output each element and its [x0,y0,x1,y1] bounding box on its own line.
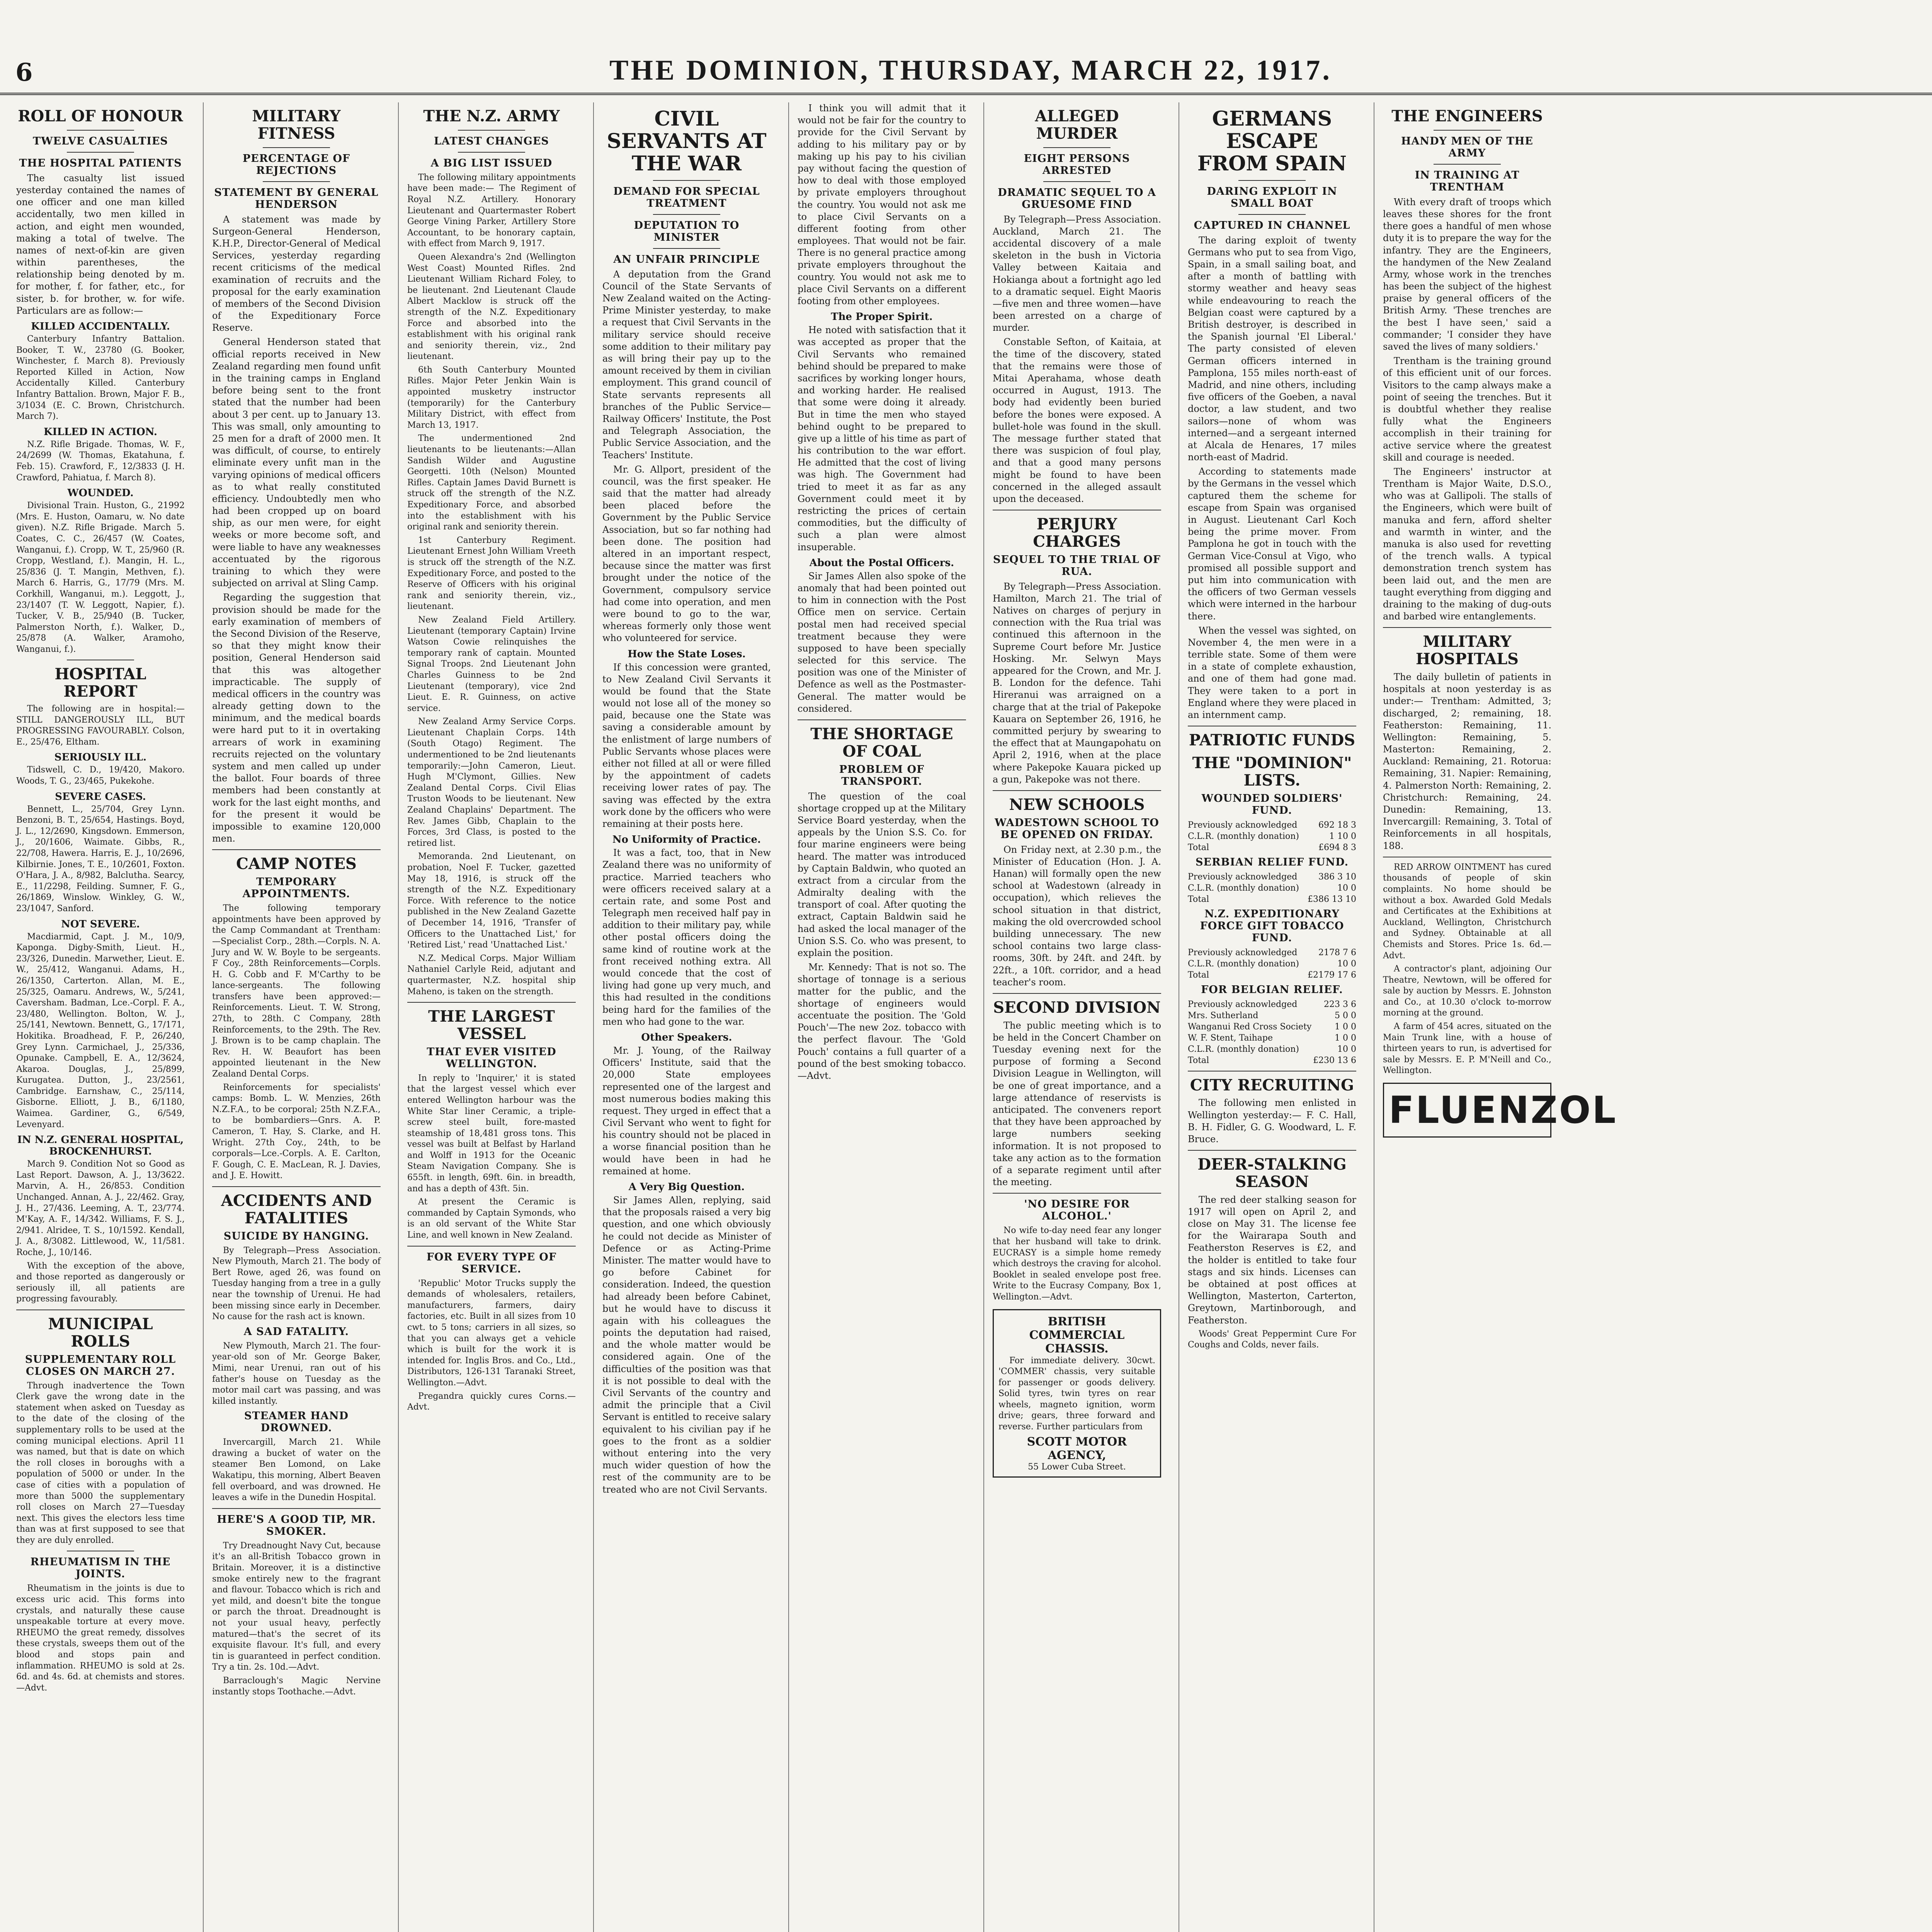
fund-row-label: Total [1188,970,1209,980]
fund-row-amount: £386 13 10 [1308,894,1356,904]
column-alleged-murder [983,102,1170,1932]
fund-row [1188,1055,1356,1066]
article-paragraph: Invercargill, March 21. While drawing a bucket of water on the steamer Ben Lomond, on Lake Wakatipu, this morning, Albert Beaven fell overboard, and was drowned. He leaves a wife in the Dunedin Hospital. [212,1437,381,1503]
advertiser-address: 55 Lower Cuba Street. [1028,1462,1126,1472]
fund-row [1188,883,1356,894]
article-paragraph: When the vessel was sighted, on November 4, the men were in a terrible state. Some of them were in a state of complete exhaustion, and one of them had gone mad. They were taken to a port in England where they were placed in an internment camp. [1188,625,1356,721]
article-paragraph: On Friday next, at 2.30 p.m., the Minister of Education (Hon. J. A. Hanan) will formally open the new school at Wadestown (already in occupation), which relieves the school situation in that district, making the old overcrowded school building unnecessary. The new school contains two large class-rooms, 30ft. by 24ft. and 24ft. by 22ft., a 10ft. corridor, and a head teacher's room. [993,844,1161,988]
newspaper-title: THE DOMINION, THURSDAY, MARCH 22, 1917. [609,54,1332,86]
section-label: SERIOUSLY ILL. [54,752,147,764]
advertisement-text: 'Republic' Motor Trucks supply the demands of wholesalers, retailers, manufacturers, farmers, dairy factories, etc. Built in all sizes from 10 cwt. to 5 tons; carriers in all sizes, so that you can always get a vehicle which is built for the work it is intended for. Inglis Bros. and Co., Ltd., Distributors, 126-131 Taranaki Street, Wellington.—Advt. [407,1278,576,1388]
article-paragraph: N.Z. Medical Corps. Major William Nathaniel Carlyle Reid, adjutant and quartermaster, N.Z. hospital ship Maheno, is taken on the strength. [407,953,576,997]
article-paragraph: N.Z. Rifle Brigade. Thomas, W. F., 24/2699 (W. Thomas, Ekatahuna, f. Feb. 15). Crawford, F., 12/3833 (J. H. Crawford, Pahiatua, f. March 8). [16,439,185,483]
divider [67,130,134,131]
subheadline: TWELVE CASUALTIES [33,135,168,147]
section-label: Other Speakers. [641,1031,732,1043]
article-paragraph: In reply to 'Inquirer,' it is stated that the largest vessel which ever entered Wellington harbour was the White Star liner Ceramic, a triple-screw steel built, fore-masted steamship of 18,481 gross tons. This vessel was built at Belfast by Harland and Wolff in 1913 for the Oceanic Steam Navigation Company. She is 655ft. in length, 69ft. 6in. in breadth, and has a depth of 43ft. 5in. [407,1073,576,1194]
headline: THE ENGINEERS [1391,107,1543,125]
article-paragraph: New Zealand Army Service Corps. Lieutenant Chaplain Corps. 14th (South Otago) Regiment. The undermentioned to be 2nd lieutenants temporarily:—John Cameron, Lieut. Hugh M'Clymont, Gillies. New Zealand Dental Corps. Civil Elias Truston Woods to be lieutenant. New Zealand Chaplains' Department. The Rev. James Gibb, Chaplain to the Forces, 3rd Class, is posted to the retired list. [407,717,576,848]
article-paragraph: Queen Alexandra's 2nd (Wellington West Coast) Mounted Rifles. 2nd Lieutenant William Richard Foley, to be lieutenant. 2nd Lieutenant Claude Albert Macklow is struck off the strength of the N.Z. Expeditionary Force and absorbed into the establishment with his original rank and seniority therein, viz., 2nd lieutenant. [407,252,576,362]
subheadline: HERE'S A GOOD TIP, MR. SMOKER. [217,1513,376,1537]
divider [263,147,330,148]
article-paragraph: Constable Sefton, of Kaitaia, at the time of the discovery, stated that the remains were those of Mitai Aperahama, whose death occurred in August, 1913. The body had evidently been buried before the bones were exposed. A bullet-hole was found in the skull. The message further stated that there was suspicion of foul play, and that a good many persons might be found to have been concerned in the alleged assault upon the deceased. [993,337,1161,504]
article-paragraph: New Zealand Field Artillery. Lieutenant (temporary Captain) Irvine Watson Cowie relinquishes the temporary rank of captain. Mounted Signal Troops. 2nd Lieutenant John Charles Guinness to be 2nd Lieutenant (temporary), vice 2nd Lieut. E. R. Guinness, on active service. [407,615,576,713]
divider [993,993,1161,994]
fund-row-label: W. F. Stent, Taihape [1188,1033,1273,1043]
fund-row-label: Total [1188,894,1209,904]
fluenzol-logo-text: FLUENZOL [1389,1088,1617,1132]
subheadline: CAPTURED IN CHANNEL [1194,219,1350,231]
fund-row-amount: 692 18 3 [1318,820,1356,830]
advertisement-text: Try Dreadnought Navy Cut, because it's an all-British Tobacco grown in Britain. Moreover, it is a distinctive smoke entirely new to the fragrant and flavour. Tobacco which is rich and yet mild, and doesn't bite the tongue or parch the throat. Dreadnought is not your usual heavy, perfectly matured—that's the secret of its exquisite flavour. It's full, and every tin is guaranteed in perfect condition. Try a tin. 2s. 10d.—Advt. [212,1541,381,1672]
article-paragraph: At present the Ceramic is commanded by Captain Symonds, who is an old servant of the White Star Line, and well known in New Zealand. [407,1197,576,1240]
headline: THE SHORTAGE OF COAL [810,725,953,760]
fund-row-amount: 10 0 [1337,1044,1356,1054]
divider [212,1186,381,1187]
subheadline: SUPPLEMENTARY ROLL CLOSES ON MARCH 27. [25,1353,176,1378]
article-paragraph: The Engineers' instructor at Trentham is Major Waite, D.S.O., who was at Gallipoli. The stalls of the Engineers, which were built of manuka and fern, afford shelter and warmth in winter, and the manuka is also used for revetting of the trench walls. A typical demonstration trench system has been laid out, and the men are taught everything from digging and draining to the making of dug-outs and barbed wire entanglements. [1383,466,1551,622]
fund-row-amount: 5 0 0 [1335,1010,1356,1020]
fund-row-amount: 10 0 [1337,959,1356,969]
fund-row-amount: 223 3 6 [1324,999,1356,1009]
section-label: KILLED ACCIDENTALLY. [31,321,170,333]
subheadline: SEQUEL TO THE TRIAL OF RUA. [993,553,1161,578]
subheadline: STEAMER HAND DROWNED. [244,1410,349,1434]
divider [407,1246,576,1247]
headline: ROLL OF HONOUR [18,107,183,125]
article-paragraph: Divisional Train. Huston, G., 21992 (Mrs. E. Huston, Oamaru, w. No date given). N.Z. Rifle Brigade. March 5. Coates, C. C., 26/457 (W. Coates, Wanganui, f.). Cropp, W. T., 25/960 (R. Cropp, Westland, f.). Mangin, H. L., 25/836 (J. T. Mangin, Methven, f.). March 6. Harris, G., 17/79 (Mrs. M. Corkhill, Wanganui, m.). Leggott, J., 23/1407 (T. W. Leggott, Napier, f.). Tucker, V. B., 25/940 (B. Tucker, Palmerston North, f.). Walker, D., 25/878 (A. Walker, Aramoho, Wanganui, f.). [16,501,185,654]
fund-row-label: Previously acknowledged [1188,999,1298,1009]
divider [212,1508,381,1509]
article-paragraph: With the exception of the above, and those reported as dangerously or seriously ill, all patients are progressing favourably. [16,1261,185,1304]
section-label: No Uniformity of Practice. [612,834,761,846]
fund-row [1188,842,1356,853]
article-paragraph: Mr. G. Allport, president of the council, was the first speaker. He said that the matter had already been placed before the Government by the Public Service Association, but so far nothing had been done. The position had altered in an important respect, because since the matter was first brought under the notice of the Government, compulsory service had come into operation, and men were bound to go to the war, whereas formerly only those went who volunteered for service. [602,464,771,644]
article-paragraph: 6th South Canterbury Mounted Rifles. Major Peter Jenkin Wain is appointed musketry instructor (temporarily) for the Canterbury Military District, with effect from March 13, 1917. [407,365,576,430]
subheadline: FOR BELGIAN RELIEF. [1201,983,1343,996]
article-paragraph: Canterbury Infantry Battalion. Booker, T. W., 23780 (G. Booker, Winchester, f. March 8). Previously Reported Killed in Action, Now Accidentally Killed. Canterbury Infantry Battalion. Brown, Major F. B., 3/1034 (E. C. Brown, Christchurch. March 7). [16,334,185,422]
advertisement-box [993,1309,1161,1478]
subheadline: FOR EVERY TYPE OF SERVICE. [426,1251,557,1275]
article-paragraph: The daring exploit of twenty Germans who put to sea from Vigo, Spain, in a small sailing boat, and after a month of battling with stormy weather and heavy seas while endeavouring to reach the Belgian coast were captured by a British destroyer, is described in the Spanish journal 'El Liberal.' The party consisted of eleven German officers interned in Pamplona, 155 miles north-east of Madrid, and nine others, including five officers of the Goeben, a naval doctor, a law student, and two sailors—none of whom was interned—and a sergeant interned at Alcala de Henares, 17 miles north-east of Madrid. [1188,235,1356,463]
headline: PATRIOTIC FUNDS [1189,731,1355,750]
fund-table [1188,947,1356,981]
subheadline: SERBIAN RELIEF FUND. [1195,856,1349,868]
advertisement-text: Woods' Great Peppermint Cure For Coughs and Colds, never fails. [1188,1329,1356,1350]
subheadline: DRAMATIC SEQUEL TO A GRUESOME FIND [998,186,1156,211]
divider [1188,1150,1356,1151]
headline: ACCIDENTS AND FATALITIES [221,1191,372,1227]
fund-row [1188,820,1356,831]
headline: DEER-STALKING SEASON [1197,1155,1347,1191]
fund-row [1188,1010,1356,1021]
headline: MILITARY FITNESS [252,107,341,143]
section-label: WOUNDED. [67,487,134,499]
fund-row-label: C.L.R. (monthly donation) [1188,1044,1299,1054]
article-paragraph: 1st Canterbury Regiment. Lieutenant Ernest John William Vreeth is struck off the strength of the N.Z. Expeditionary Force, and posted to the Reserve of Officers with his original rank and seniority therein, viz., lieutenant. [407,535,576,612]
advertisement-title: BRITISH COMMERCIAL CHASSIS. [1029,1315,1125,1355]
fund-row-label: C.L.R. (monthly donation) [1188,959,1299,969]
article-paragraph: The following are in hospital:— STILL DANGEROUSLY ILL, BUT PROGRESSING FAVOURABLY. Colson, E., 25/476, Eltham. [16,704,185,747]
headline: CITY RECRUITING [1190,1076,1354,1094]
divider [458,130,525,131]
page-number: 6 [15,58,33,87]
article-paragraph: A statement was made by Surgeon-General Henderson, K.H.P., Director-General of Medical Services, yesterday regarding recent criticisms of the medical examination of recruits and the proposal for the early examination of members of the Second Division of the Expeditionary Force Reserve. [212,214,381,333]
advertisement-text: Pregandra quickly cures Corns.—Advt. [407,1391,576,1412]
divider [798,719,966,720]
headline: MUNICIPAL ROLLS [48,1315,153,1350]
subheadline: EIGHT PERSONS ARRESTED [1024,152,1130,177]
section-label: About the Postal Officers. [809,557,954,569]
advertisement-text: For immediate delivery. 30cwt. 'COMMER' chassis, very suitable for passenger or goods delivery. Solid tyres, twin tyres on rear wheels, magneto ignition, worm drive; gears, three forward and reverse. Further particulars from [998,1355,1155,1432]
column-germans-escape [1179,102,1365,1932]
fund-row-label: Wanganui Red Cross Society [1188,1022,1312,1032]
subheadline: HANDY MEN OF THE ARMY [1401,135,1534,159]
article-paragraph: The public meeting which is to be held in the Concert Chamber on Tuesday evening next for the purpose of forming a Second Division League in Wellington, will be one of great importance, and a large attendance of reservists is anticipated. The conveners report that they have been approached by large numbers seeking information. It is not proposed to take any action as to the formation of a separate regiment until after the meeting. [993,1020,1161,1188]
section-label: KILLED IN ACTION. [44,426,157,438]
article-paragraph: The following military appointments have been made:— The Regiment of Royal N.Z. Artillery. Honorary Lieutenant and Quartermaster Robert George Vining Parker, Artillery Store Accountant, to be honorary captain, with effect from March 9, 1917. [407,172,576,249]
headline: THE LARGEST VESSEL [428,1007,555,1043]
divider [1238,180,1306,181]
subheadline: WADESTOWN SCHOOL TO BE OPENED ON FRIDAY. [995,816,1159,841]
advertisement-text: A contractor's plant, adjoining Our Theatre, Newtown, will be offered for sale by auction by Messrs. E. Johnston and Co., at 10.30 o'clock to-morrow morning at the ground. [1383,964,1551,1018]
subheadline: AN UNFAIR PRINCIPLE [613,253,760,265]
fund-row [1188,894,1356,905]
divider [1043,181,1111,182]
fund-row [1188,1032,1356,1044]
headline: MILITARY HOSPITALS [1416,633,1519,668]
fund-row-label: Previously acknowledged [1188,947,1298,957]
subheadline: WOUNDED SOLDIERS' FUND. [1201,792,1343,816]
section-label: A Very Big Question. [628,1181,745,1193]
headline: ALLEGED MURDER [1035,107,1119,143]
subheadline: STATEMENT BY GENERAL HENDERSON [214,186,379,211]
fluenzol-advertisement [1383,1083,1617,1138]
fund-row-label: C.L.R. (monthly donation) [1188,831,1299,841]
divider [1043,147,1111,148]
fund-row-amount: 2178 7 6 [1318,947,1356,957]
column-roll-of-honour [8,102,193,1932]
advertisement-text: No wife to-day need fear any longer that her husband will take to drink. EUCRASY is a simple home remedy which destroys the craving for alcohol. Booklet in sealed envelope post free. Write to the Eucrasy Company, Box 1, Wellington.—Advt. [993,1226,1161,1302]
subheadline: THAT EVER VISITED WELLINGTON. [427,1046,556,1070]
subheadline: DARING EXPLOIT IN SMALL BOAT [1207,185,1337,209]
advertiser-name: SCOTT MOTOR AGENCY, [1027,1435,1127,1462]
fund-row-amount: £230 13 6 [1313,1055,1356,1065]
advertisement-text: Barraclough's Magic Nervine instantly stops Toothache.—Advt. [212,1675,381,1697]
section-label: The Proper Spirit. [831,311,933,323]
article-paragraph: The undermentioned 2nd lieutenants to be lieutenants:—Allan Sandish Wilder and Augustine Georgetti. 10th (Nelson) Mounted Rifles. Captain James David Burnett is struck off the strength of the N.Z. Expeditionary Force, and absorbed into the establishment with his original rank and seniority therein. [407,434,576,532]
divider [1434,164,1501,165]
advertisement-text: A farm of 454 acres, situated on the Main Trunk line, with a house of thirteen years to run, is advertised for sale by Messrs. E. P. M'Neill and Co., Wellington. [1383,1022,1551,1076]
article-paragraph: With every draft of troops which leaves these shores for the front there goes a handful of men whose duty it is to prepare the way for the infantry. They are the Engineers, the handymen of the New Zealand Army, whose work in the trenches has been the subject of the highest praise by general officers of the British Army. 'These trenches are the best I have seen,' said a commander; 'I consider they have saved the lives of many soldiers.' [1383,196,1551,352]
article-paragraph: Reinforcements for specialists' camps: Bomb. L. W. Menzies, 26th N.Z.F.A., to be corporal; 25th N.Z.F.A., to be bombardiers—Gnrs. A. P. Cameron, T. Hay, S. Clarke, and H. Wright. 27th Coy., 24th, to be corporals—Lce.-Corpls. A. E. Carlton, F. Gough, C. E. MacLean, R. J. Davies, and J. E. Howitt. [212,1082,381,1181]
fund-row-label: Previously acknowledged [1188,872,1298,882]
article-paragraph: Through inadvertence the Town Clerk gave the wrong date in the statement when asked on Tuesday as to the date of the closing of the supplementary rolls to be used at the coming municipal elections. April 11 was named, but that is date on which the roll closes in boroughs with a population of 5000 or under. In the case of cities with a population of more than 5000 the supplementary roll closes on March 27—Tuesday next. This gives the electors less time than was at first supposed to see that they are duly enrolled. [16,1381,185,1545]
article-paragraph: March 9. Condition Not so Good as Last Report. Dawson, A. J., 13/3622. Marvin, A. H., 26/853. Condition Unchanged. Annan, A. J., 22/462. Gray, J. H., 27/436. Leeming, A. T., 23/774. M'Kay, A. F., 14/342. Williams, F. S. J., 2/941. Alridee, T. S., 10/1592. Kendall, J. A., 8/3082. Littlewood, W., 11/581. Roche, J., 10/146. [16,1159,185,1258]
headline: NEW SCHOOLS [1009,795,1145,814]
fund-table [1188,871,1356,905]
subheadline: DEPUTATION TO MINISTER [634,219,740,243]
advertisement-text: Rheumatism in the joints is due to excess uric acid. This forms into crystals, and naturally these cause unspeakable torture at every move. RHEUMO the great remedy, dissolves these crystals, sweeps them out of the blood and stops pain and inflammation. RHEUMO is sold at 2s. 6d. and 4s. 6d. at chemists and stores.—Advt. [16,1583,185,1693]
article-paragraph: Sir James Allen also spoke of the anomaly that had been pointed out to him in connection with the Post Office men on service. Certain postal men had received special treatment because they were supposed to have been specially selected for this service. The position was one of the Minister of Defence as well as the Postmaster-General. The matter would be considered. [798,570,966,714]
headline: CAMP NOTES [236,855,357,873]
divider [653,180,720,181]
article-paragraph: New Plymouth, March 21. The four-year-old son of Mr. George Baker, Mimi, near Urenui, ran out of his father's house on Tuesday as the motor mail cart was passing, and was killed instantly. [212,1341,381,1406]
subheadline: N.Z. EXPEDITIONARY FORCE GIFT TOBACCO FUND. [1200,908,1344,944]
column-civil-servants-continued [788,102,975,1932]
column-civil-servants [593,102,779,1932]
subheadline: TEMPORARY APPOINTMENTS. [242,876,350,900]
column-engineers [1374,102,1617,1932]
headline: GERMANS ESCAPE FROM SPAIN [1197,107,1347,176]
fund-row-label: Mrs. Sutherland [1188,1010,1259,1020]
divider [263,181,330,182]
divider [458,152,525,153]
section-label: NOT SEVERE. [61,918,140,930]
article-paragraph: By Telegraph—Press Association. Hamilton, March 21. The trial of Natives on charges of perjury in connection with the Rua trial was continued this afternoon in the Supreme Court before Mr. Justice Hosking. Mr. Selwyn Mays appeared for the Crown, and Mr. J. B. London for the defence. Tahi Hireranui was arraigned on a charge that at the trial of Pakepoke Kauara on September 26, 1916, he committed perjury by swearing to the effect that at Maungapohatu on April 2, 1916, when at the place where Pakepoke Kauara picked up a gun, Pakepoke was not there. [993,581,1161,785]
fund-row [1188,999,1356,1010]
article-paragraph: Regarding the suggestion that provision should be made for the early examination of members of the Second Division of the Reserve, so that they might know their position, General Henderson said that this was altogether impracticable. The supply of medical officers in the country was already getting down to the minimum, and the medical boards were hard put to it in overtaking arrears of work in examining recruits rejected on the voluntary system and men called up under the ballot. Four boards of three members had been constantly at work for the last eight months, and for the present it would be impossible to examine 120,000 men. [212,592,381,844]
advertisement-text: RED ARROW OINTMENT has cured thousands of people of skin complaints. No home should be without a box. Awarded Gold Medals and Certificates at the Exhibitions at Auckland, Wellington, Christchurch and Sydney. Obtainable at all Chemists and Stores. Price 1s. 6d.—Advt. [1383,862,1551,961]
fund-row-amount: £2179 17 6 [1308,970,1356,980]
divider [653,248,720,249]
column-nz-army [398,102,584,1932]
subheadline: IN TRAINING AT TRENTHAM [1415,169,1520,193]
section-label: SEVERE CASES. [55,791,146,803]
fund-row [1188,969,1356,981]
article-paragraph: A deputation from the Grand Council of the State Servants of New Zealand waited on the Acting-Prime Minister yesterday, to make a request that Civil Servants in the military service should receive some addition to their military pay as will bring their pay up to the amount received by them in civilian employment. This grand council of State servants represents all branches of the Public Service—Railway Officers' Institute, the Post and Telegraph Association, the Public Service Association, and the Teachers' Institute. [602,269,771,461]
article-paragraph: Mr. J. Young, of the Railway Officers' Institute, said that the 20,000 State employees represented one of the largest and most numerous bodies making this request. They urged in effect that a Civil Servant who went to fight for his country should not be placed in a worse financial position than he would have been in had he remained at home. [602,1045,771,1177]
divider [993,1193,1161,1194]
fund-table [1188,820,1356,853]
fund-row [1188,947,1356,958]
fund-row-amount: 1 10 0 [1329,831,1356,841]
headline: CIVIL SERVANTS AT THE WAR [607,107,767,176]
headline: HOSPITAL REPORT [54,665,146,701]
article-paragraph: The casualty list issued yesterday contained the names of one officer and one man killed accidentally, two men killed in action, and eight men wounded, making a total of twelve. The names of next-of-kin are given within parentheses, the relationship being denoted by m. for mother, f. for father, etc., for sister, b. for brother, w. for wife. Particulars are as follow:— [16,172,185,316]
article-paragraph: Sir James Allen, replying, said that the proposals raised a very big question, and one which obviously he could not decide as Minister of Defence or as Acting-Prime Minister. The matter would have to go before Cabinet for consideration. Indeed, the question had already been before Cabinet, but he would have to discuss it again with his colleagues the points the deputation had raised, and the whole matter would be considered again. One of the difficulties of the position was that it is not possible to deal with the Civil Servants of the country and admit the principle that a Civil Servant is entitled to receive salary equivalent to his civilian pay if he goes to the front as a soldier without entering into the very much wider question of how the rest of the community are to be treated who are not Civil Servants. [602,1195,771,1495]
newspaper-masthead [0,0,1932,95]
article-paragraph: General Henderson stated that official reports received in New Zealand regarding men found unfit in the training camps in England before being sent to the front stated that the number had been about 3 per cent. up to January 13. This was small, only amounting to 25 men for a draft of 2000 men. It was difficult, of course, to entirely eliminate every unfit man in the varying opinions of medical officers as to what really constituted efficiency. Undoubtedly men who had been cropped up on board ship, as our men were, for eight weeks or more become soft, and were liable to have any weaknesses accentuated by the rigorous training to which they were subjected on arrival at Sling Camp. [212,337,381,589]
article-paragraph: I think you will admit that it would not be fair for the country to provide for the Civil Servant by adding to his military pay or by making up his pay to his civilian pay without facing the question of how to deal with those employed by private employers throughout the country. You would not ask me to place Civil Servants on a different footing from other employees. That would not be fair. There is no general practice among private employers throughout the country. You would not ask me to place Civil Servants on a different footing from other employees. [798,103,966,306]
article-paragraph: By Telegraph—Press Association. New Plymouth, March 21. The body of Bert Rowe, aged 26, was found on Tuesday hanging from a tree in a gully near the township of Urenui. He had been missing since early in December. No cause for the rash act is known. [212,1245,381,1322]
headline: PERJURY CHARGES [1033,515,1121,551]
fund-row [1188,831,1356,842]
subheadline: DEMAND FOR SPECIAL TREATMENT [613,185,760,209]
headline: THE N.Z. ARMY [423,107,560,125]
divider [653,214,720,215]
article-paragraph: Mr. Kennedy: That is not so. The shortage of tonnage is a serious matter for the public, and the shortage of engineers would accentuate the position. The 'Gold Pouch'—The new 2oz. tobacco with the perfect flavour. The 'Gold Pouch' contains a full quarter of a pound of the best smoking tobacco.—Advt. [798,962,966,1081]
subheadline: PERCENTAGE OF REJECTIONS [242,152,350,177]
article-paragraph: He noted with satisfaction that it was accepted as proper that the Civil Servants who remained behind should be prepared to make sacrifices by working longer hours, and working harder. He realised that some were doing it already. But in time the men who stayed behind ought to be prepared to give up a little of his time as part of his contribution to the war effort. He admitted that the cost of living was high. The Government had tried to meet it as far as any Government could meet it by restricting the prices of certain commodities, but the difficulty of such a plan were almost insuperable. [798,325,966,553]
fund-row [1188,1021,1356,1032]
fund-row-label: C.L.R. (monthly donation) [1188,883,1299,893]
article-paragraph: Macdiarmid, Capt. J. M., 10/9, Kaponga. Digby-Smith, Lieut. H., 23/326, Dunedin. Marwether, Lieut. E. W., 25/412, Wanganui. Adams, H., 26/1350, Carterton. Allan, M. E., 25/325, Oamaru. Andrews, W., 5/241, Caversham. Badman, Lce.-Corpl. F. A., 23/480, Wellington. Bolton, W. J., 25/141, Newtown. Bennett, G., 17/171, Hokitika. Broadhead, F. P., 26/240, Grey Lynn. Carmichael, J., 25/336, Opunake. Campbell, E. A., 12/3624, Akaroa. Douglas, J., 25/899, Kurugatea. Dutton, J., 23/2561, Cambridge. Earnshaw, C., 25/114, Gisborne. Elliott, J. B., 6/1180, Waimea. Gardiner, G., 6/549, Levenyard. [16,932,185,1129]
headline: SECOND DIVISION [993,998,1161,1017]
fund-row-amount: 10 0 [1337,883,1356,893]
subheadline: THE HOSPITAL PATIENTS [19,157,182,169]
fund-row-amount: 1 0 0 [1335,1033,1356,1043]
subheadline: 'NO DESIRE FOR ALCOHOL.' [1024,1198,1130,1223]
divider [67,152,134,153]
section-label: IN N.Z. GENERAL HOSPITAL, BROCKENHURST. [17,1134,184,1158]
fund-row-amount: £694 8 3 [1318,842,1356,852]
fund-row-amount: 386 3 10 [1318,872,1356,882]
section-label: How the State Loses. [628,648,746,660]
fund-table [1188,999,1356,1066]
divider [212,849,381,850]
article-paragraph: It was a fact, too, that in New Zealand there was no uniformity of practice. Married teachers who were officers received salary at a certain rate, and some Post and Telegraph men received half pay in addition to their military pay, while other postal officers doing the same kind of routine work at the front received nothing extra. All would concede that the cost of living had gone up very much, and this had resulted in the conditions being hard for the families of the men who had gone to the war. [602,847,771,1027]
fund-row-amount: 1 0 0 [1335,1022,1356,1032]
divider [1383,627,1551,628]
divider [407,1002,576,1003]
subheadline: SUICIDE BY HANGING. [223,1230,369,1242]
article-paragraph: The question of the coal shortage cropped up at the Military Service Board yesterday, when the appeals by the Union S.S. Co. for four marine engineers were being heard. The matter was introduced by Captain Baldwin, who quoted an extract from a circular from the Admiralty dealing with the transport of coal. After quoting the extract, Captain Baldwin said he had asked the local manager of the Union S.S. Co. who was present, to explain the position. [798,791,966,959]
headline: THE "DOMINION" LISTS. [1192,754,1352,789]
fund-row-label: Total [1188,842,1209,852]
article-paragraph: Bennett, L., 25/704, Grey Lynn. Benzoni, B. T., 25/654, Hastings. Boyd, J. L., 12/2690, Kingsdown. Emmerson, J., 20/1606, Waimate. Gibbs, R., 22/708, Hawera. Harris, E. J., 10/2696, Kilbirnie. Jones, T. E., 10/2601, Foxton. O'Hara, J. A., 8/982, Balclutha. Searcy, E., 11/2298, Feilding. Sumner, F. G., 26/1869, Winslow. Winkley, G. W., 23/1047, Sanford. [16,804,185,913]
fund-row-label: Previously acknowledged [1188,820,1298,830]
subheadline: RHEUMATISM IN THE JOINTS. [30,1556,171,1580]
article-paragraph: The following temporary appointments have been approved by the Camp Commandant at Trentham:—Specialist Corp., 28th.—Corpls. N. A. Jury and W. W. Boyle to be sergeants. F Coy., 28th Reinforcements—Corpls. H. G. Cobb and F. M'Carthy to be lance-sergeants. The following transfers have been approved:—Reinforcements. Lieut. T. W. Strong, 27th, to 28th. C Company, 28th Reinforcements, to the 29th. The Rev. J. Brown is to be camp chaplain. The Rev. H. W. Beaufort has been appointed lieutenant in the New Zealand Dental Corps. [212,903,381,1079]
article-paragraph: The following men enlisted in Wellington yesterday:— F. C. Hall, B. H. Fidler, G. G. Woodward, L. F. Bruce. [1188,1097,1356,1145]
fund-row-label: Total [1188,1055,1209,1065]
article-paragraph: The daily bulletin of patients in hospitals at noon yesterday is as under:— Trentham: Admitted, 3; discharged, 2; remaining, 18. Featherston: Remaining, 11. Wellington: Remaining, 5. Masterton: Remaining, 2. Auckland: Remaining, 21. Rotorua: Remaining, 31. Napier: Remaining, 4. Palmerston North: Remaining, 2. Christchurch: Remaining, 24. Dunedin: Remaining, 13. Invercargill: Remaining, 3. Total of Reinforcements in all hospitals, 188. [1383,671,1551,851]
divider [1434,130,1501,131]
subheadline: A SAD FATALITY. [243,1325,349,1338]
subheadline: PROBLEM OF TRANSPORT. [839,763,925,787]
column-military-fitness [203,102,389,1932]
subheadline: A BIG LIST ISSUED [430,157,553,169]
columns-container [8,102,1932,1932]
divider [1238,214,1306,215]
article-paragraph: Tidswell, C. D., 19/420, Makoro. Woods, T. G., 23/465, Pukekohe. [16,765,185,786]
article-paragraph: If this concession were granted, to New Zealand Civil Servants it would be found that the State would not lose all of the money so paid, because one the State was saving a considerable amount by the enlistment of large numbers of Public Servants whose places were either not filled at all or were filled by the appointment of cadets receiving lower rates of pay. The saving was effected by the extra work done by the officers who were remaining at their posts here. [602,662,771,829]
subheadline: LATEST CHANGES [434,135,549,147]
divider [993,790,1161,791]
article-paragraph: The red deer stalking season for 1917 will open on April 2, and close on May 31. The license fee for the Wairarapa South and Featherston Reserves is £2, and the holder is entitled to take four stags and six hinds. Licenses can be obtained at post offices at Wellington, Masterton, Carterton, Greytown, Martinborough, and Featherston. [1188,1194,1356,1326]
article-paragraph: Memoranda. 2nd Lieutenant, on probation, Noel F. Tucker, gazetted May 18, 1916, is struck off the strength of the N.Z. Expeditionary Force. With reference to the notice published in the New Zealand Gazette of December 14, 1916, 'Transfer of Officers to the Unattached List,' for 'Retired List,' read 'Unattached List.' [407,852,576,950]
article-paragraph: By Telegraph—Press Association. Auckland, March 21. The accidental discovery of a male skeleton in the bush in Victoria Valley between Kaitaia and Hokianga about a fortnight ago led to a dramatic sequel. Eight Maoris—five men and three women—have been arrested on a charge of murder. [993,214,1161,333]
fund-row [1188,1044,1356,1055]
fund-row [1188,871,1356,883]
article-paragraph: Trentham is the training ground of this efficient unit of our forces. Visitors to the camp always make a point of seeing the trenches. But it is doubtful whether they realise fully what the Engineers accomplish in their training for active service where the greatest skill and courage is needed. [1383,355,1551,463]
fund-row [1188,958,1356,969]
article-paragraph: According to statements made by the Germans in the vessel which captured them the scheme for escape from Spain was organised in August. Lieutenant Carl Koch being the prime mover. From Pamplona he got in touch with the German Vice-Consul at Vigo, who promised all possible support and put him into communication with the officers of two German vessels which were interned in the harbour there. [1188,466,1356,622]
